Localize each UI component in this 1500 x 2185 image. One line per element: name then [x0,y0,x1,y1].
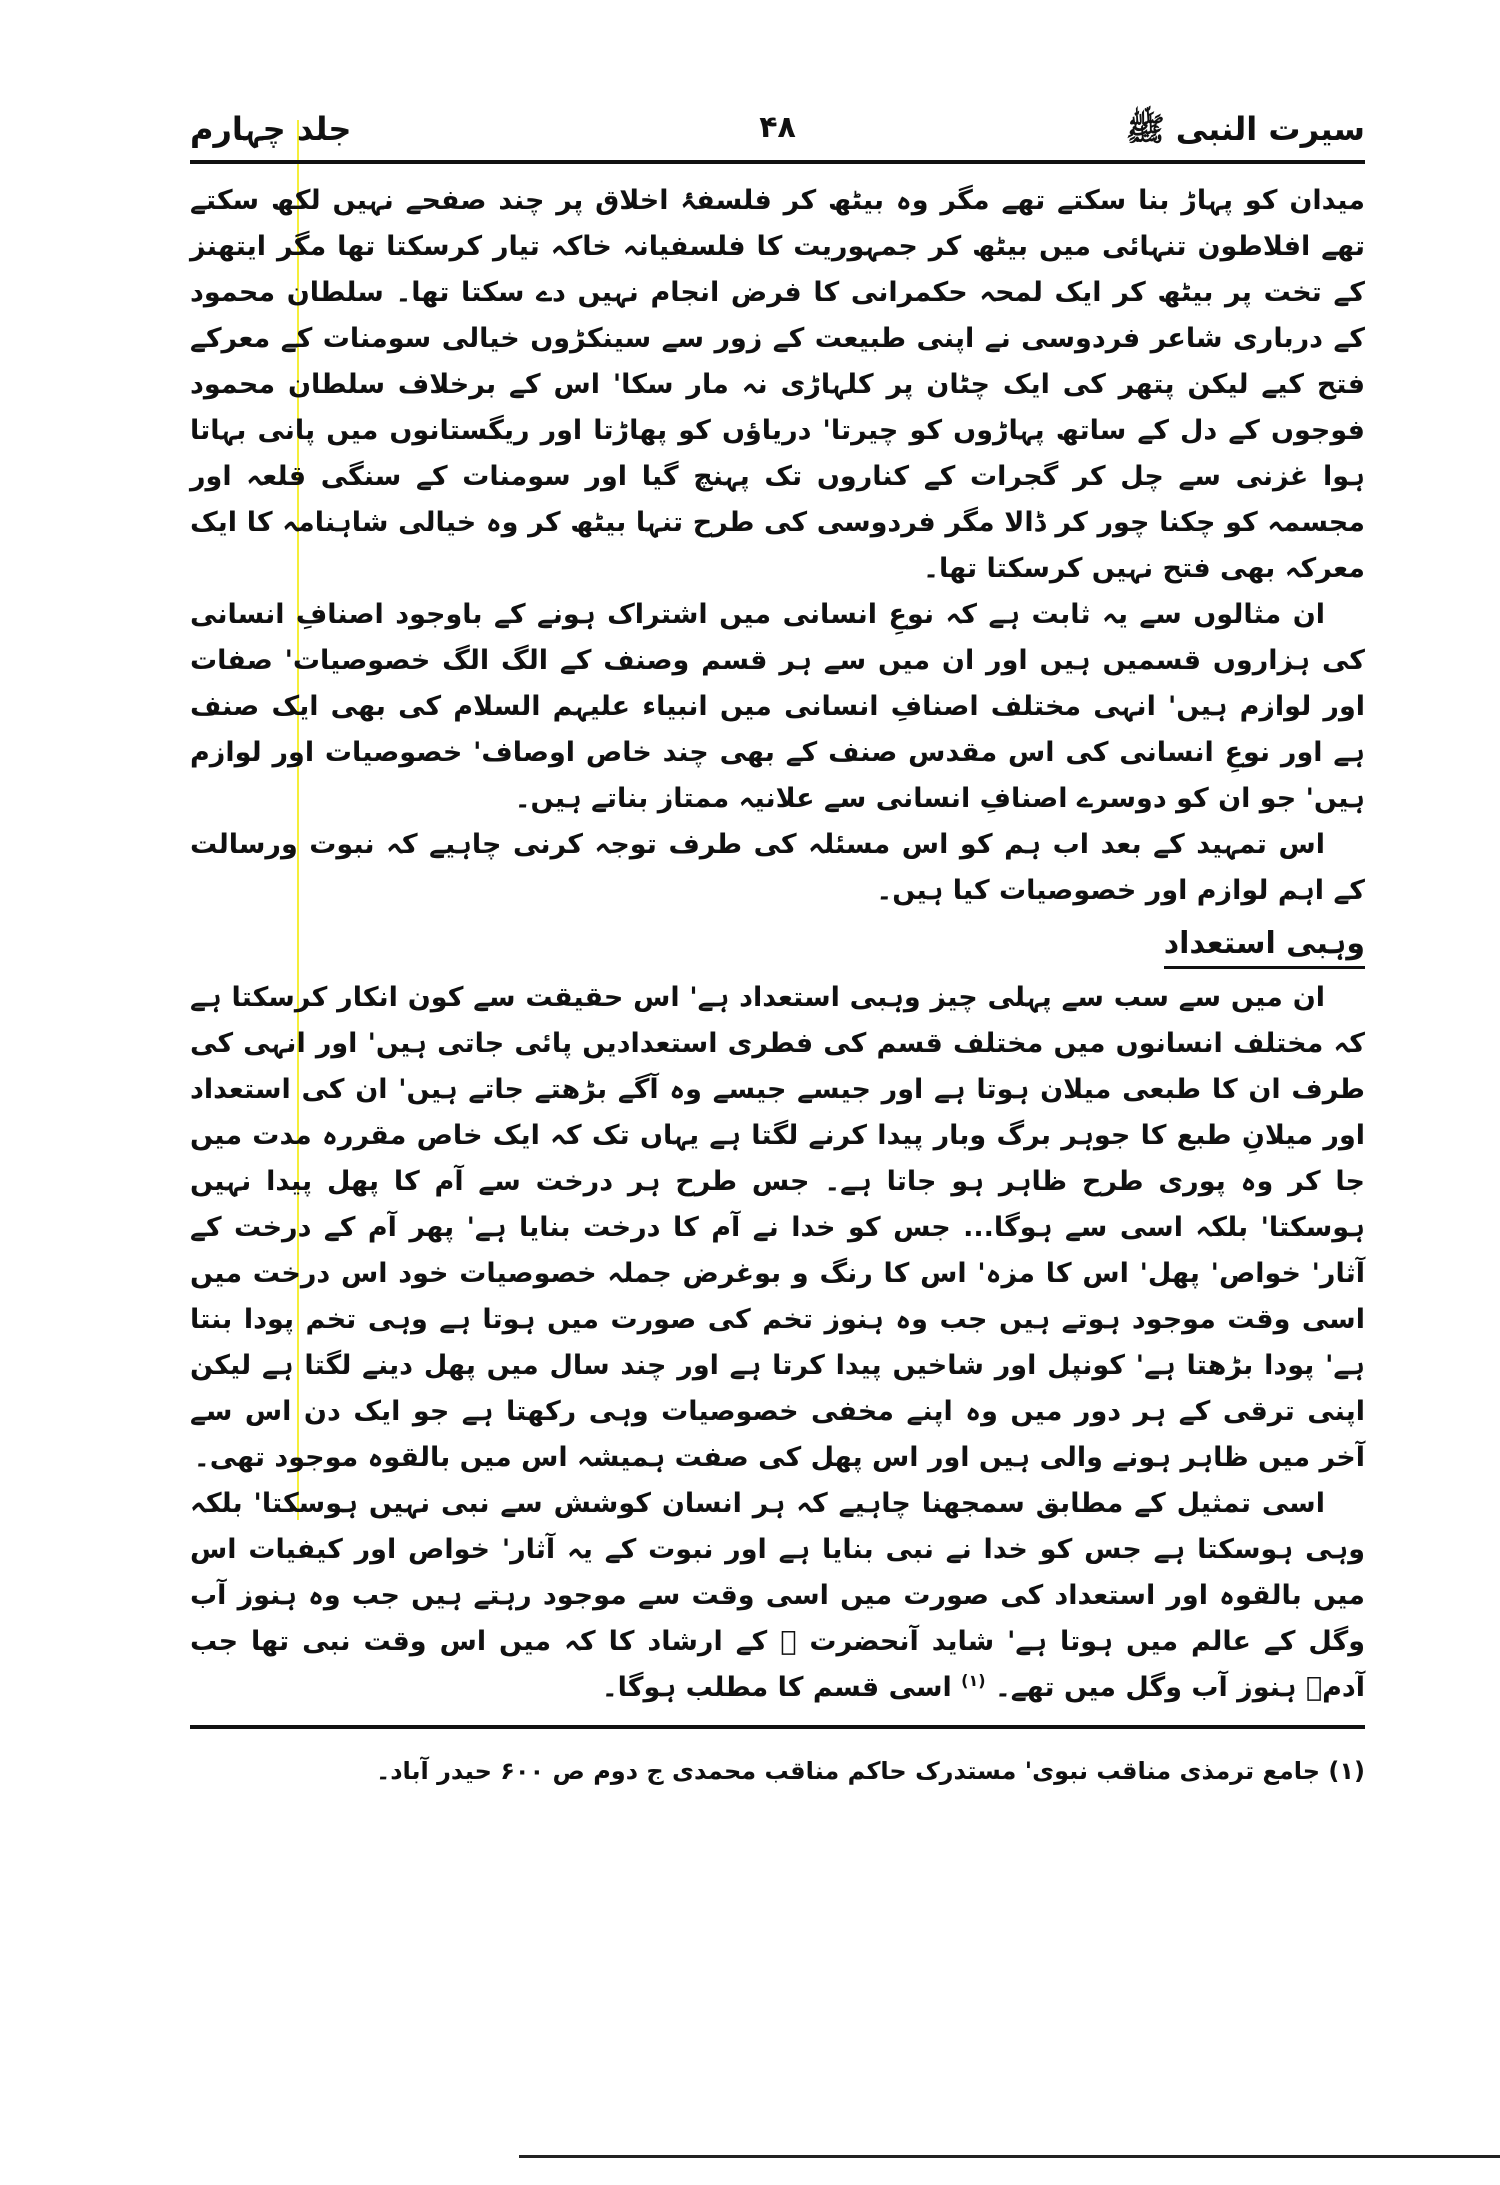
paragraph: ان میں سے سب سے پہلی چیز وہبی استعداد ہے' اس حقیقت سے کون انکار کرسکتا ہے کہ مختلف انسانوں میں مختلف قسم کی فطری استعدادیں پائی جاتی ہیں' اور انہی کی طرف ان کا طبعی میلان ہوتا ہے اور جیسے جیسے وہ آگے بڑھتے جاتے ہیں' ان کی استعداد اور میلانِ طبع کا جوہر برگ وبار پیدا کرنے لگتا ہے یہاں تک کہ ایک خاص مقررہ مدت میں جا کر وہ پوری طرح ظاہر ہو جاتا ہے۔ جس طرح ہر درخت سے آم کا پھل پیدا نہیں ہوسکتا' بلکہ اسی سے ہوگا... جس کو خدا نے آم کا درخت بنایا ہے' پھر آم کے درخت کے آثار' خواص' پھل' اس کا مزہ' اس کا رنگ و بوغرض جملہ خصوصیات خود اس درخت میں اسی وقت موجود ہوتے ہیں جب وہ ہنوز تخم کی صورت میں ہوتا ہے وہی تخم پودا بنتا ہے' پودا بڑھتا ہے' کونپل اور شاخیں پیدا کرتا ہے اور چند سال میں پھل دینے لگتا ہے لیکن اپنی ترقی کے ہر دور میں وہ اپنے مخفی خصوصیات وہی رکھتا ہے جو ایک دن اس سے آخر میں ظاہر ہونے والی ہیں اور اس پھل کی صفت ہمیشہ اس میں بالقوہ موجود تھی۔ [190,982,1365,1473]
paragraph: میدان کو پہاڑ بنا سکتے تھے مگر وہ بیٹھ کر فلسفۂ اخلاق پر چند صفحے نہیں لکھ سکتے تھے افلاطون تنہائی میں بیٹھ کر جمہوریت کا فلسفیانہ خاکہ تیار کرسکتا تھا مگر ایتھنز کے تخت پر بیٹھ کر ایک لمحہ حکمرانی کا فرض انجام نہیں دے سکتا تھا۔ سلطان محمود کے درباری شاعر فردوسی نے اپنی طبیعت کے زور سے سینکڑوں خیالی سومنات کے معرکے فتح کیے لیکن پتھر کی ایک چٹان پر کلہاڑی نہ مار سکا' اس کے برخلاف سلطان محمود فوجوں کے دل کے ساتھ پہاڑوں کو چیرتا' دریاؤں کو پھاڑتا اور ریگستانوں میں پانی بہاتا ہوا غزنی سے چل کر گجرات کے کناروں تک پہنچ گیا اور سومنات کے سنگی قلعہ اور مجسمہ کو چکنا چور کر ڈالا مگر فردوسی کی طرح تنہا بیٹھ کر وہ خیالی شاہنامہ کا ایک معرکہ بھی فتح نہیں کرسکتا تھا۔ [190,185,1365,584]
bottom-rule [519,2155,1500,2158]
page-header [190,110,1365,156]
paragraph-text-end: اسی قسم کا مطلب ہوگا۔ [601,1672,952,1703]
page-body [190,178,1365,1711]
paragraph: اس تمہید کے بعد اب ہم کو اس مسئلہ کی طرف توجہ کرنی چاہیے کہ نبوت ورسالت کے اہم لوازم اور خصوصیات کیا ہیں۔ [190,829,1365,906]
paragraph-text: اسی تمثیل کے مطابق سمجھنا چاہیے کہ ہر انسان کوشش سے نبی نہیں ہوسکتا' بلکہ وہی ہوسکتا ہے جس کو خدا نے نبی بنایا ہے اور نبوت کے یہ آثار' خواص اور کیفیات اس میں بالقوہ اور استعداد کی صورت میں اسی وقت سے موجود رہتے ہیں جب وہ ہنوز آب وگل کے عالم میں ہوتا ہے' شاید آنحضرت ﷺ کے ارشاد کا کہ میں اس وقت نبی تھا جب آدمؑ ہنوز آب وگل میں تھے۔ [190,1488,1365,1703]
header-rule [190,160,1365,164]
section-heading: وہبی استعداد [1164,922,1365,969]
paragraph-with-note [190,1481,1365,1711]
book-title: سیرت النبی ﷺ [1125,110,1365,148]
volume-label: جلد چہارم [190,110,352,148]
page-number: ۴۸ [759,110,796,145]
book-page [190,0,1365,1789]
footnote-marker: (۱) [961,1671,986,1690]
paragraph: ان مثالوں سے یہ ثابت ہے کہ نوعِ انسانی میں اشتراک ہونے کے باوجود اصنافِ انسانی کی ہزاروں قسمیں ہیں اور ان میں سے ہر قسم وصنف کے الگ الگ خصوصیات' صفات اور لوازم ہیں' انہی مختلف اصنافِ انسانی میں انبیاء علیہم السلام کی بھی ایک صنف ہے اور نوعِ انسانی کی اس مقدس صنف کے بھی چند خاص اوصاف' خصوصیات اور لوازم ہیں' جو ان کو دوسرے اصنافِ انسانی سے علانیہ ممتاز بناتے ہیں۔ [190,599,1365,814]
footnote-rule [190,1725,1365,1729]
footnote: (۱) جامع ترمذی مناقب نبوی' مستدرک حاکم مناقب محمدی ج دوم ص ۶۰۰ حیدر آباد۔ [376,1757,1365,1785]
